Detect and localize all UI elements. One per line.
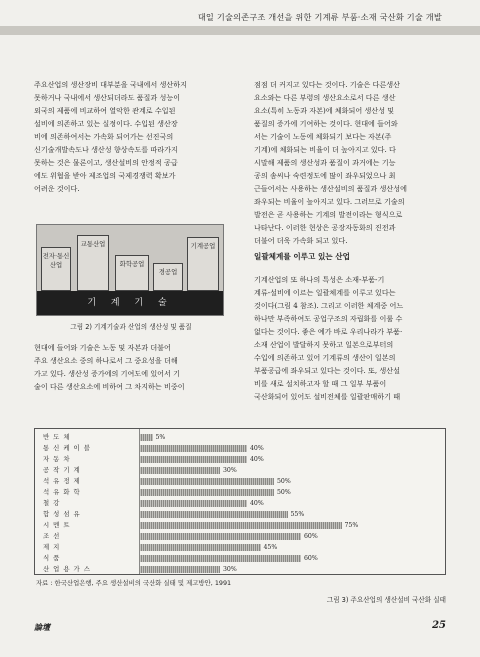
chart-value-label: 40% xyxy=(250,500,264,507)
chart-bar xyxy=(139,456,247,463)
fig2-bar-transport: 교통산업 xyxy=(77,235,109,291)
chart-row xyxy=(35,432,445,443)
chart-row xyxy=(35,443,445,454)
text-line: 신기술개발속도나 생산성 향상속도를 따라가지 xyxy=(34,145,178,154)
text-line: 비에 의존하여서는 가속화 되어가는 선진국의 xyxy=(34,132,174,141)
journal-name: 論壇 xyxy=(34,622,50,632)
left-column-text-2 xyxy=(34,341,226,393)
chart-row xyxy=(35,531,445,542)
chart-source: 자료 : 한국산업은행, 주요 생산설비의 국산화 실태 및 제고방안, 1991 xyxy=(36,579,232,587)
chart-value-label: 60% xyxy=(304,533,318,540)
section-heading: 일괄체계를 이루고 있는 산업 xyxy=(254,252,350,261)
text-line: 것이다(그림 4 참조). 그리고 이러한 체계중 어느 xyxy=(254,301,404,310)
text-line: 어려운 것이다. xyxy=(34,184,80,193)
chart-bar xyxy=(139,478,274,485)
right-column-text-2 xyxy=(254,273,446,403)
text-line: 기계산업의 또 하나의 특성은 소재-부품-기 xyxy=(254,275,385,284)
text-line: 주요산업의 생산장비 대부분을 국내에서 생산하지 xyxy=(34,80,187,89)
chart-row xyxy=(35,465,445,476)
left-column-text-1 xyxy=(34,78,226,195)
running-header: 대일 기술의존구조 개선을 위한 기계류 부품·소재 국산화 기술 개발 xyxy=(197,12,442,22)
chart-row xyxy=(35,553,445,564)
text-line: 서는 기술이 노동에 체화되기 보다는 자본(주 xyxy=(254,132,392,141)
figure-3-caption: 그림 3) 주요산업의 생산설비 국산화 실태 xyxy=(326,596,446,604)
chart-value-label: 30% xyxy=(223,566,237,573)
figure-3-chart xyxy=(34,428,446,575)
text-line: 발전은 곧 사용하는 기계의 발전이라는 형식으로 xyxy=(254,210,403,219)
chart-bar xyxy=(139,511,288,518)
chart-category-label: 산업용가스 xyxy=(43,565,94,573)
text-line: 수입에 의존하고 있어 기계류의 생산이 일본의 xyxy=(254,353,396,362)
text-line: 소재 산업이 발달하지 못하고 일본으로부터의 xyxy=(254,340,394,349)
fig2-bar-chemical: 화학공업 xyxy=(115,255,149,291)
chart-category-label: 시멘트 xyxy=(43,521,74,529)
chart-row xyxy=(35,542,445,553)
text-line: 비를 새로 설치하고자 할 때 그 일부 부품이 xyxy=(254,379,387,388)
text-line: 가고 있다. 생산성 증가에의 기여도에 있어서 기 xyxy=(34,369,180,378)
chart-value-label: 45% xyxy=(263,544,278,551)
chart-category-label: 통신케이블 xyxy=(43,444,94,452)
text-line: 부품공급에 좌우되고 있다는 것이다. 또, 생산설 xyxy=(254,366,400,375)
text-line: 품질의 증가에 기여하는 것이다. 현대에 들어와 xyxy=(254,119,398,128)
chart-bar xyxy=(139,555,301,562)
chart-bar xyxy=(139,533,301,540)
text-line: 기계)에 체화되는 비율이 더 높아지고 있다. 다 xyxy=(254,145,396,154)
chart-value-label: 75% xyxy=(344,522,359,529)
chart-category-label: 공작기계 xyxy=(43,466,84,474)
text-line: 계류-설비에 이르는 일괄체계를 이루고 있다는 xyxy=(254,288,396,297)
text-line: 요소와는 다른 부령의 생산요소로서 다른 생산 xyxy=(254,93,396,102)
figure-2-caption: 그림 2) 기계기술과 산업의 생산성 및 품질 xyxy=(70,323,192,331)
text-line: 나타난다. 이러한 현상은 공장자동화의 진전과 xyxy=(254,223,396,232)
chart-value-label: 30% xyxy=(223,467,237,474)
text-line: 술이 다른 생산요소에 비하여 그 차지하는 비중이 xyxy=(34,382,185,391)
chart-bar xyxy=(139,500,247,507)
chart-row xyxy=(35,487,445,498)
right-column-text-1 xyxy=(254,78,446,247)
chart-value-label: 5% xyxy=(155,434,166,441)
chart-bar xyxy=(139,434,153,441)
chart-row xyxy=(35,520,445,531)
chart-bar xyxy=(139,467,220,474)
text-line: 현대에 들어와 기술은 노동 및 자본과 더불어 xyxy=(34,343,171,352)
text-line: 좌우되는 비율이 높아지고 있다. 그러므로 기술의 xyxy=(254,197,405,206)
fig2-bar-electronics: 전자·통신산업 xyxy=(41,247,71,291)
chart-row xyxy=(35,454,445,465)
chart-value-label: 55% xyxy=(290,511,305,518)
chart-bar xyxy=(139,445,247,452)
chart-bar xyxy=(139,566,220,573)
text-line: 없다는 것이다. 좋은 예가 바로 우리나라가 부품· xyxy=(254,327,403,336)
text-line: 더불어 더욱 가속화 되고 있다. xyxy=(254,236,348,245)
text-line: 에도 위협을 받아 제조업의 국제경쟁력 확보가 xyxy=(34,171,176,180)
chart-value-label: 60% xyxy=(304,555,318,562)
text-line: 국산화되어 있어도 설비전체를 일괄판매하기 때 xyxy=(254,392,401,401)
fig2-bar-light: 경공업 xyxy=(153,263,183,291)
text-line: 근들어서는 사용하는 생산설비의 품질과 생산성에 xyxy=(254,184,407,193)
text-line: 공의 솜씨나 숙련정도에 많이 좌우되었으나 최 xyxy=(254,171,396,180)
text-line: 못하거나 국내에서 생산되더라도 품질과 성능이 xyxy=(34,93,181,102)
text-line: 하나만 부족하여도 공업구조의 자립화를 이룰 수 xyxy=(254,314,403,323)
text-line: 외국의 제품에 비교하여 열악한 관계로 수입된 xyxy=(34,106,176,115)
chart-bar xyxy=(139,544,261,551)
chart-bar xyxy=(139,489,274,496)
chart-row xyxy=(35,498,445,509)
chart-value-label: 50% xyxy=(277,489,291,496)
chart-bar xyxy=(139,522,342,529)
chart-category-label: 반도체 xyxy=(43,433,74,441)
figure-2-diagram xyxy=(36,224,224,316)
chart-category-label: 철강 xyxy=(43,499,64,507)
chart-category-label: 자동차 xyxy=(43,455,74,463)
chart-row xyxy=(35,564,445,575)
chart-category-label: 석유화학 xyxy=(43,488,84,496)
text-line: 설비에 의존하고 있는 실정이다. 수입된 생산장 xyxy=(34,119,178,128)
page-number: 25 xyxy=(432,620,446,631)
chart-row xyxy=(35,509,445,520)
chart-category-label: 합성섬유 xyxy=(43,510,84,518)
text-line: 점점 더 커지고 있다는 것이다. 기술은 다른생산 xyxy=(254,80,400,89)
chart-row xyxy=(35,476,445,487)
text-line: 시말해 제품의 생산성과 품질이 과거에는 기능 xyxy=(254,158,396,167)
chart-category-label: 식품 xyxy=(43,554,64,562)
chart-value-label: 40% xyxy=(250,445,264,452)
chart-category-label: 제지 xyxy=(43,543,64,551)
fig2-bar-machinery: 기계공업 xyxy=(187,237,219,291)
text-line: 주요 생산요소 중의 하나로서 그 중요성을 더해 xyxy=(34,356,178,365)
text-line: 요소(특히 노동과 자본)에 체화되어 생산성 및 xyxy=(254,106,395,115)
chart-category-label: 석유정제 xyxy=(43,477,84,485)
fig2-base-machine-technology: 기 계 기 술 xyxy=(37,291,223,315)
chart-category-label: 조선 xyxy=(43,532,64,540)
text-line: 못하는 것은 물론이고, 생산설비의 안정적 공급 xyxy=(34,158,178,167)
chart-value-label: 50% xyxy=(277,478,291,485)
chart-value-label: 40% xyxy=(250,456,264,463)
